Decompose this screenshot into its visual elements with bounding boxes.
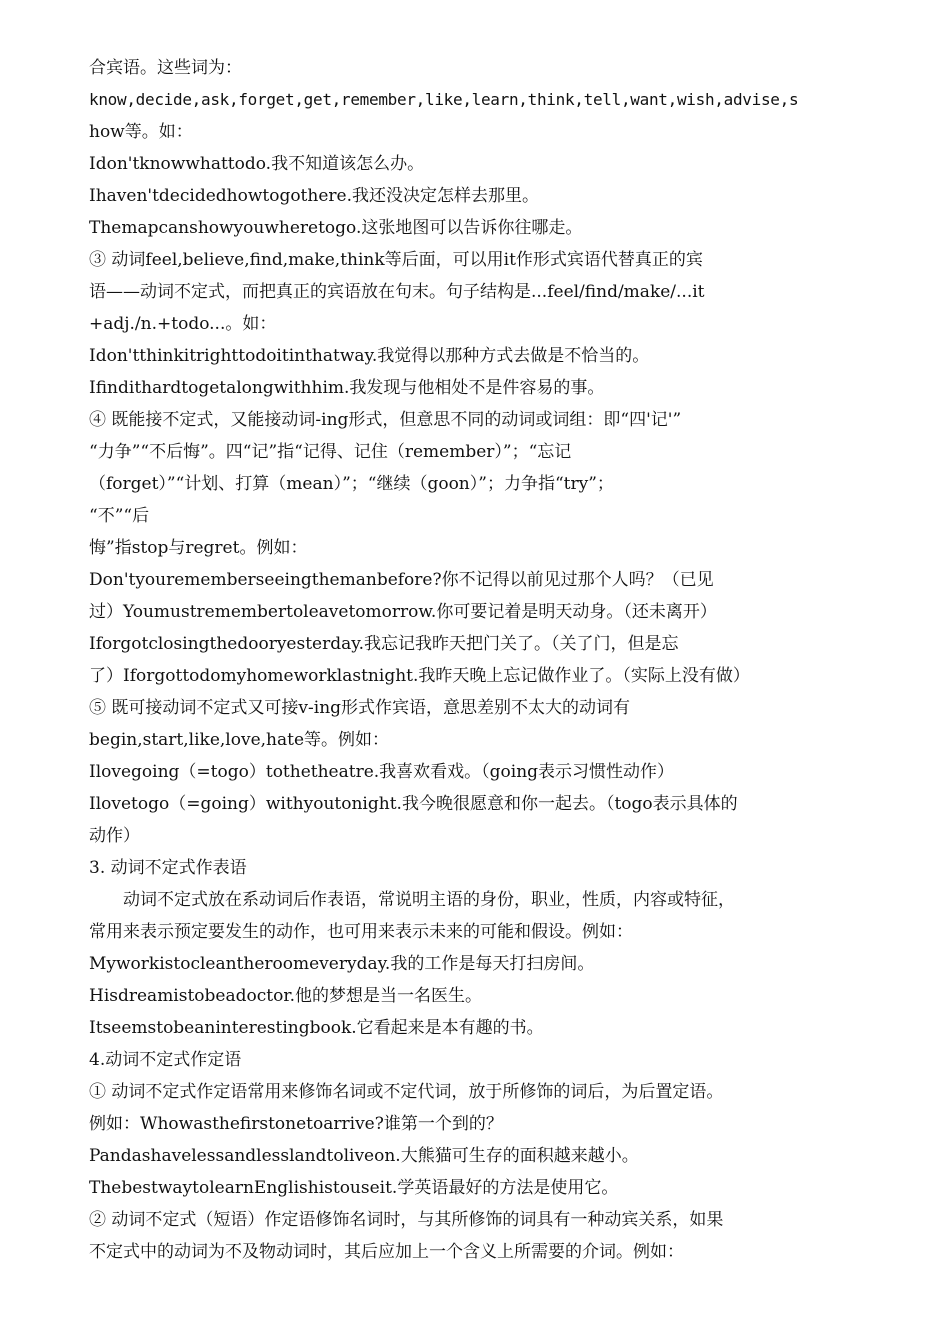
text-line: Ihaven'tdecidedhowtogothere.我还没决定怎样去那里。 — [89, 186, 539, 206]
text-line: 了）Iforgottodomyhomeworklastnight.我昨天晚上忘记做作业了。（实际上没有做） — [89, 666, 750, 686]
section-heading: 3. 动词不定式作表语 — [89, 858, 247, 878]
section-heading: 4.动词不定式作定语 — [89, 1050, 242, 1070]
document-body — [89, 52, 864, 1268]
text-line: Ifindithardtogetalongwithhim.我发现与他相处不是件容易的事。 — [89, 378, 605, 398]
text-line: ④ 既能接不定式，又能接动词-ing形式，但意思不同的动词或词组：即“四'记'” — [89, 410, 682, 430]
text-line: 动作） — [89, 826, 140, 846]
text-line: 悔”指stop与regret。例如： — [89, 538, 308, 558]
text-line: Idon'tthinkitrighttodoitinthatway.我觉得以那种方式去做是不恰当的。 — [89, 346, 650, 366]
text-line: ③ 动词feel,believe,find,make,think等后面，可以用it作形式宾语代替真正的宾 — [89, 250, 703, 270]
text-line: Hisdreamistobeadoctor.他的梦想是当一名医生。 — [89, 986, 482, 1006]
text-line: ThebestwaytolearnEnglishistouseit.学英语最好的方法是使用它。 — [89, 1178, 619, 1198]
text-line: 例如：Whowasthefirstonetoarrive?谁第一个到的？ — [89, 1114, 503, 1134]
text-line: 不定式中的动词为不及物动词时，其后应加上一个含义上所需要的介词。例如： — [89, 1242, 684, 1262]
text-line: 过）Youmustremembertoleavetomorrow.你可要记着是明天动身。（还未离开） — [89, 602, 717, 622]
text-line: Themapcanshowyouwheretogo.这张地图可以告诉你往哪走。 — [89, 218, 583, 238]
text-line: 动词不定式放在系动词后作表语，常说明主语的身份，职业，性质，内容或特征， — [123, 890, 735, 910]
text-line: Myworkistocleantheroomeveryday.我的工作是每天打扫房间。 — [89, 954, 595, 974]
text-line: 合宾语。这些词为： — [89, 58, 242, 78]
text-line: ② 动词不定式（短语）作定语修饰名词时，与其所修饰的词具有一种动宾关系，如果 — [89, 1210, 724, 1230]
text-line: how等。如： — [89, 122, 193, 142]
text-line: “力争”“不后悔”。四“记”指“记得、记住（remember）”；“忘记 — [89, 442, 572, 462]
text-line: Idon'tknowwhattodo.我不知道该怎么办。 — [89, 154, 425, 174]
text-line: begin,start,like,love,hate等。例如： — [89, 730, 390, 750]
text-line: ⑤ 既可接动词不定式又可接v-ing形式作宾语，意思差别不太大的动词有 — [89, 698, 631, 718]
text-line: Ilovegoing（=togo）tothetheatre.我喜欢看戏。（going表示习惯性动作） — [89, 762, 675, 782]
text-line: ① 动词不定式作定语常用来修饰名词或不定代词，放于所修饰的词后，为后置定语。 — [89, 1082, 724, 1102]
text-line: （forget）”“计划、打算（mean）”；“继续（goon）”；力争指“try”； — [89, 474, 614, 494]
text-line: 语——动词不定式，而把真正的宾语放在句末。句子结构是...feel/find/make/...it — [89, 282, 705, 302]
text-line: +adj./n.+todo...。如： — [89, 314, 277, 334]
text-line: Pandashavelessandlesslandtoliveon.大熊猫可生存的面积越来越小。 — [89, 1146, 639, 1166]
text-line: Don'tyourememberseeingthemanbefore?你不记得以前见过那个人吗？（已见 — [89, 570, 714, 590]
text-line: Itseemstobeaninterestingbook.它看起来是本有趣的书。 — [89, 1018, 544, 1038]
text-line: “不”“后 — [89, 506, 150, 526]
text-line: Iforgotclosingthedooryesterday.我忘记我昨天把门关了。（关了门，但是忘 — [89, 634, 679, 654]
text-line: 常用来表示预定要发生的动作，也可用来表示未来的可能和假设。例如： — [89, 922, 633, 942]
text-line: Ilovetogo（=going）withyoutonight.我今晚很愿意和你一起去。（togo表示具体的 — [89, 794, 738, 814]
text-line: know,decide,ask,forget,get,remember,like,learn,think,tell,want,wish,advise,s — [89, 90, 799, 109]
